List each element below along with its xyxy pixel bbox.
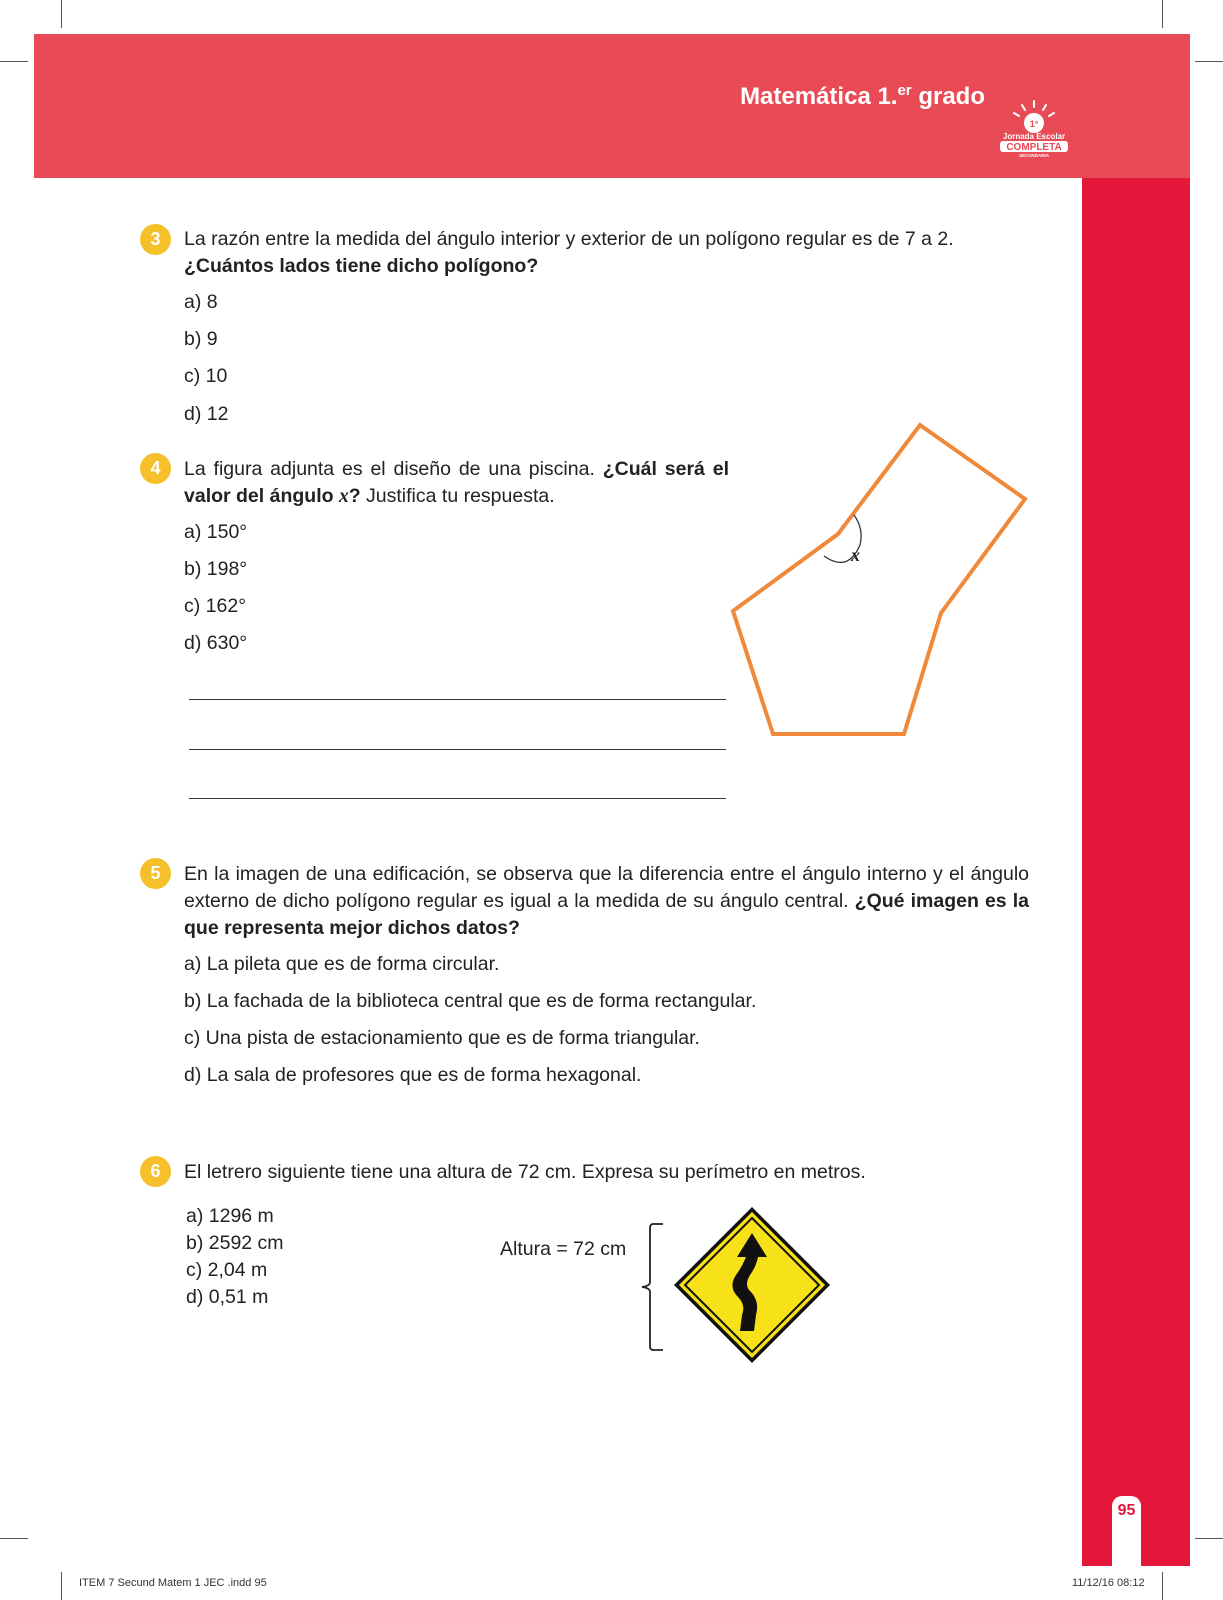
page-title: Matemática 1.$^{er}$ grado xyxy=(740,82,985,110)
question-number-badge: 6 xyxy=(140,1156,171,1187)
question-number-badge: 3 xyxy=(140,224,171,255)
question-3-option: b) 9 xyxy=(184,328,218,350)
answer-line xyxy=(189,699,726,700)
side-band xyxy=(1082,178,1190,1566)
question-4-option: c) 162° xyxy=(184,595,246,617)
pool-polygon-figure xyxy=(720,415,1040,740)
question-4-option: b) 198° xyxy=(184,558,248,580)
answer-line xyxy=(189,798,726,799)
jornada-escolar-completa-logo xyxy=(992,99,1076,157)
crop-mark xyxy=(61,0,62,28)
svg-text:SECUNDARIA: SECUNDARIA xyxy=(1018,153,1050,157)
page-number: 95 xyxy=(1117,1502,1136,1519)
question-4-option: a) 150° xyxy=(184,521,248,543)
angle-x-label: x xyxy=(851,545,860,565)
crop-mark xyxy=(0,61,28,62)
question-3-text: La razón entre la medida del ángulo interior y exterior de un polígono regular es de 7 a 2. ¿Cuántos lados tiene dicho polígono? xyxy=(184,228,954,277)
pool-polygon-outline xyxy=(733,425,1025,734)
height-label: Altura = 72 cm xyxy=(500,1238,627,1260)
question-6-option: d) 0,51 m xyxy=(186,1286,269,1308)
crop-mark xyxy=(0,1538,28,1539)
svg-text:1°: 1° xyxy=(1029,119,1039,129)
crop-mark xyxy=(1195,1538,1223,1539)
question-5-option: b) La fachada de la biblioteca central que es de forma rectangular. xyxy=(184,990,757,1012)
question-5-option: c) Una pista de estacionamiento que es de forma triangular. xyxy=(184,1027,700,1049)
answer-line xyxy=(189,749,726,750)
question-4-text: La figura adjunta es el diseño de una piscina. ¿Cuál será el valor del ángulo x? Justifica tu respuesta. xyxy=(184,458,730,507)
question-6-text: El letrero siguiente tiene una altura de 72 cm. Expresa su perímetro en metros. xyxy=(184,1161,866,1183)
question-3-option: c) 10 xyxy=(184,365,228,387)
crop-mark xyxy=(1195,61,1223,62)
question-5-text: En la imagen de una edificación, se observa que la diferencia entre el ángulo interno y el ángulo externo de dicho polígono regular es igual a la medida de su ángulo central. ¿Qué imagen es la que representa mejor dichos datos? xyxy=(184,863,1029,939)
question-3-option: d) 12 xyxy=(184,403,229,425)
crop-mark xyxy=(1162,0,1163,28)
footer-date: 11/12/16 08:12 xyxy=(1072,1577,1145,1589)
question-6-option: a) 1296 m xyxy=(186,1205,274,1227)
question-6-option: b) 2592 cm xyxy=(186,1232,284,1254)
question-5-option: d) La sala de profesores que es de forma hexagonal. xyxy=(184,1064,642,1086)
question-number-badge: 4 xyxy=(140,453,171,484)
svg-text:Jornada Escolar: Jornada Escolar xyxy=(1002,132,1066,141)
question-number-badge: 5 xyxy=(140,858,171,889)
svg-text:COMPLETA: COMPLETA xyxy=(1006,142,1062,153)
footer-file-info: ITEM 7 Secund Matem 1 JEC .indd 95 xyxy=(79,1577,267,1589)
question-6-option: c) 2,04 m xyxy=(186,1259,268,1281)
crop-mark xyxy=(1162,1572,1163,1600)
question-5-option: a) La pileta que es de forma circular. xyxy=(184,953,500,975)
question-3-option: a) 8 xyxy=(184,291,218,313)
crop-mark xyxy=(61,1572,62,1600)
winding-road-sign xyxy=(672,1205,832,1365)
question-4-option: d) 630° xyxy=(184,632,248,654)
height-brace xyxy=(636,1222,666,1352)
